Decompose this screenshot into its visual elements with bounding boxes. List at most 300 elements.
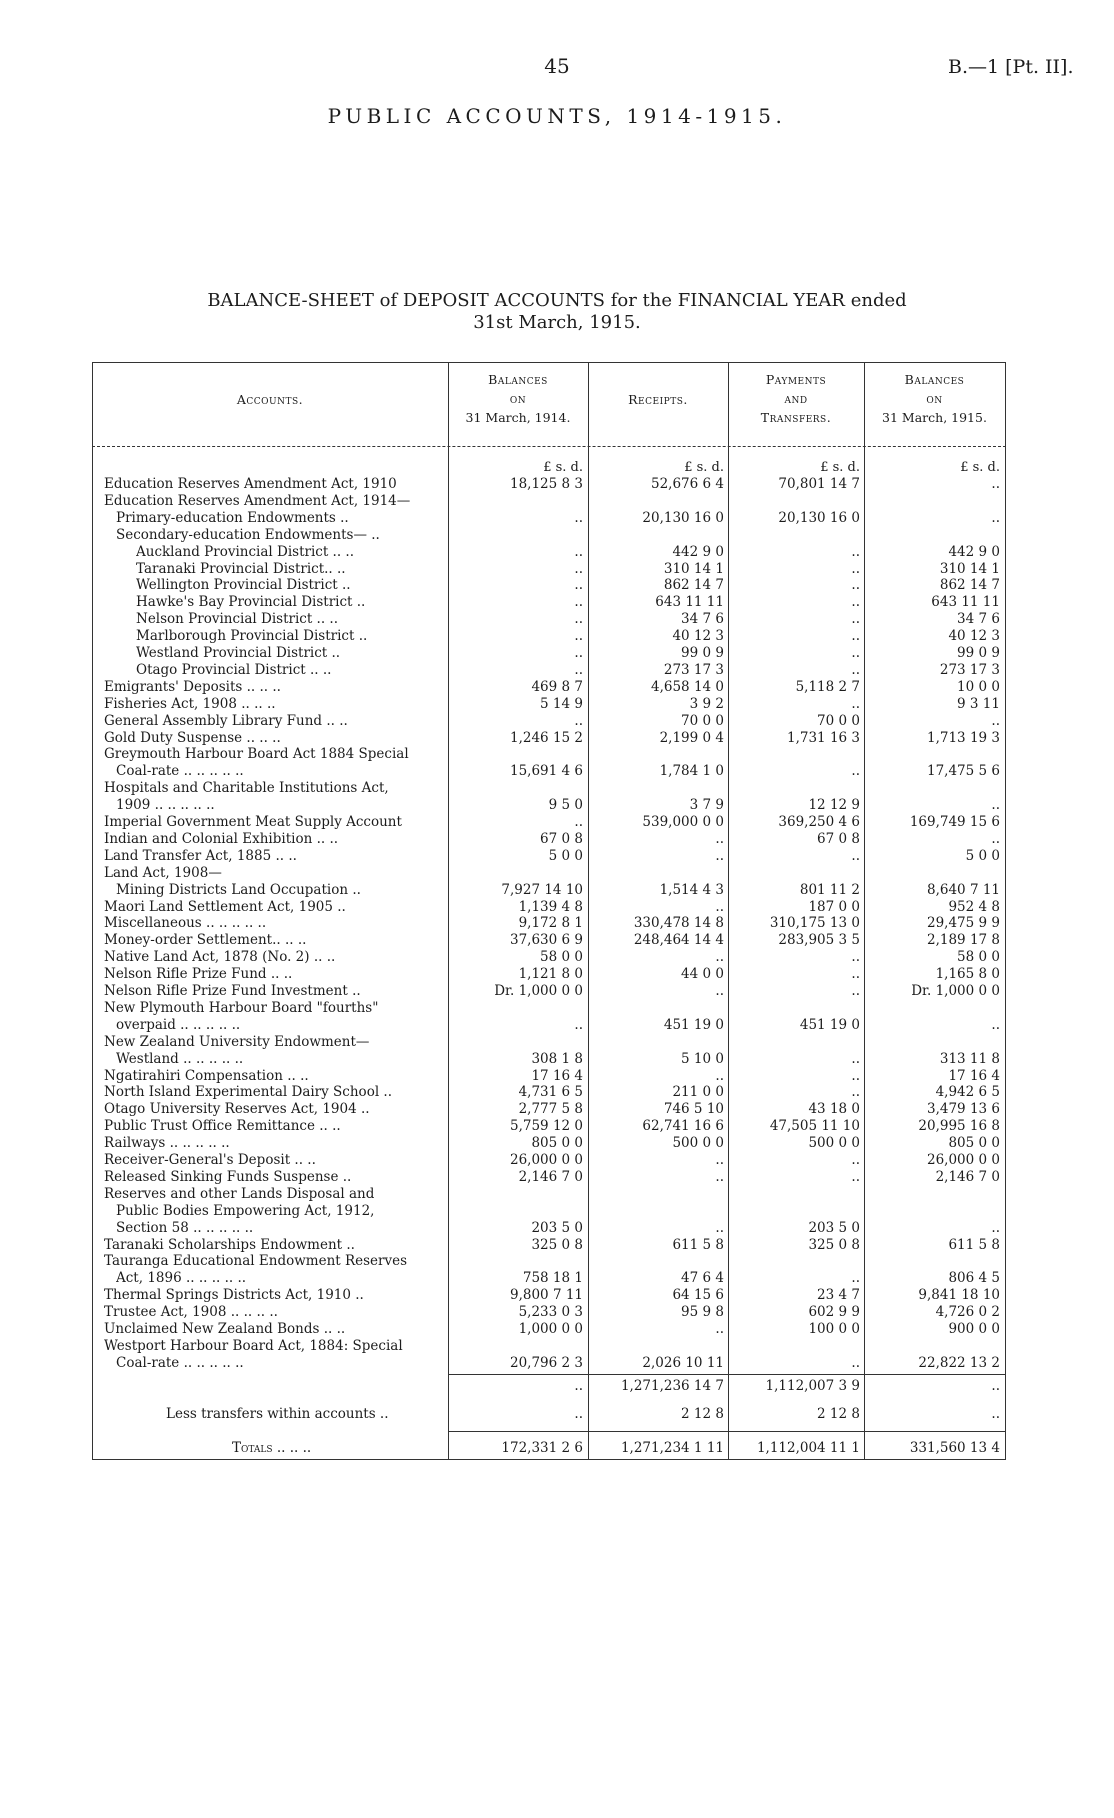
table-row [0, 797, 1114, 813]
payments-cell: .. [851, 949, 860, 966]
account-label: Nelson Rifle Prize Fund Investment .. [104, 983, 361, 999]
closing-balance-cell: 26,000 0 0 [927, 1152, 1000, 1168]
receipts-cell: 95 9 8 [681, 1304, 724, 1321]
closing-balance-cell: 2,146 7 0 [935, 1168, 1000, 1185]
opening-balance-cell: 2,777 5 8 [518, 1101, 583, 1118]
closing-balance-cell: 2,189 17 8 [927, 932, 1000, 949]
opening-balance-cell: 758 18 1 [522, 1270, 583, 1287]
closing-balance-cell: 313 11 8 [939, 1050, 1000, 1067]
receipts-cell: 2,199 0 4 [659, 729, 724, 746]
table-row [0, 1203, 1114, 1219]
closing-balance-cell: 1,165 8 0 [935, 966, 1000, 983]
payments-cell: .. [851, 560, 860, 577]
opening-balance-cell: 203 5 0 [531, 1219, 583, 1236]
opening-balance-cell: .. [574, 577, 583, 594]
account-label: Otago University Reserves Act, 1904 .. [104, 1101, 370, 1118]
account-label: Westport Harbour Board Act, 1884: Special [104, 1337, 403, 1354]
account-label: Emigrants' Deposits .. .. .. [104, 678, 281, 695]
account-label: Hawke's Bay Provincial District .. [136, 594, 366, 611]
opening-balance-cell: 37,630 6 9 [510, 932, 583, 949]
table-row [0, 662, 1114, 678]
payments-cell: 451 19 0 [799, 1016, 860, 1033]
page-number: 45 [544, 54, 570, 78]
table-row [0, 1017, 1114, 1033]
payments-cell: 70 0 0 [817, 712, 860, 729]
receipts-cell: .. [715, 1152, 724, 1168]
account-label: Reserves and other Lands Disposal and [104, 1185, 375, 1202]
opening-balance-cell: 805 0 0 [531, 1135, 583, 1152]
account-label: Education Reserves Amendment Act, 1910 [104, 476, 397, 492]
closing-balance-cell: 9,841 18 10 [918, 1287, 1000, 1304]
closing-header-line3: 31 March, 1915. [882, 410, 987, 425]
opening-balance-cell: 9,800 7 11 [510, 1287, 583, 1304]
account-label: Ngatirahiri Compensation .. .. [104, 1067, 309, 1084]
table-row [0, 713, 1114, 729]
opening-balance-cell: 15,691 4 6 [510, 763, 583, 780]
payments-cell: .. [851, 983, 860, 999]
payments-cell: 47,505 11 10 [769, 1118, 860, 1135]
account-label: Public Trust Office Remittance .. .. [104, 1118, 341, 1135]
receipts-units: £ s. d. [684, 460, 724, 475]
account-label: Land Act, 1908— [104, 864, 222, 881]
closing-header-line2: on [926, 391, 943, 406]
payments-header-line2: and [784, 391, 808, 406]
closing-balance-cell: 1,713 19 3 [927, 729, 1000, 746]
closing-balance-cell: 611 5 8 [948, 1236, 1000, 1253]
payments-cell: 187 0 0 [808, 898, 860, 915]
opening-balance-cell: .. [574, 645, 583, 661]
receipts-cell: 40 12 3 [672, 628, 724, 645]
closing-balance-cell: 806 4 5 [948, 1270, 1000, 1287]
payments-cell: .. [851, 1084, 860, 1101]
opening-balance-cell: Dr. 1,000 0 0 [494, 983, 583, 999]
receipts-cell: 47 6 4 [681, 1270, 724, 1287]
payments-header-line3: Transfers. [760, 410, 832, 425]
payments-cell: .. [851, 594, 860, 611]
payments-cell: 369,250 4 6 [778, 814, 860, 830]
receipts-cell: .. [715, 1067, 724, 1084]
account-label: Money-order Settlement.. .. .. [104, 932, 307, 949]
closing-balance-cell: 169,749 15 6 [909, 814, 1000, 830]
payments-cell: 310,175 13 0 [769, 915, 860, 932]
opening-balance-cell: 7,927 14 10 [501, 881, 583, 898]
transfers-closing: .. [991, 1406, 1000, 1422]
table-row [0, 949, 1114, 965]
closing-units: £ s. d. [960, 460, 1000, 475]
transfers-label: Less transfers within accounts .. [166, 1406, 389, 1422]
table-row [0, 746, 1114, 762]
account-label: 1909 .. .. .. .. .. [116, 797, 215, 814]
table-row [0, 1287, 1114, 1303]
payments-cell: 5,118 2 7 [795, 678, 860, 695]
table-row [0, 1051, 1114, 1067]
closing-balance-cell: 8,640 7 11 [927, 881, 1000, 898]
transfers-receipts: 2 12 8 [681, 1406, 724, 1422]
table-row [0, 1101, 1114, 1117]
account-label: Land Transfer Act, 1885 .. .. [104, 847, 297, 864]
table-row [0, 1186, 1114, 1202]
table-row [0, 763, 1114, 779]
closing-balance-cell: .. [991, 1219, 1000, 1236]
account-label: Trustee Act, 1908 .. .. .. .. [104, 1304, 278, 1321]
opening-balance-cell: 9 5 0 [548, 797, 583, 814]
closing-balance-cell: 99 0 9 [957, 645, 1000, 661]
opening-balance-cell: 5,759 12 0 [510, 1118, 583, 1135]
opening-header-line1: Balances [488, 372, 548, 387]
opening-balance-cell: 5,233 0 3 [518, 1304, 583, 1321]
subtotal-receipts: 1,271,236 14 7 [620, 1378, 724, 1394]
table-row [0, 628, 1114, 644]
opening-balance-cell: .. [574, 611, 583, 628]
table-row [0, 1338, 1114, 1354]
receipts-cell: 62,741 16 6 [642, 1118, 724, 1135]
account-label: Wellington Provincial District .. [136, 577, 351, 594]
receipts-header-text: Receipts. [628, 392, 688, 407]
closing-balance-cell: .. [991, 797, 1000, 814]
opening-balance-cell: 4,731 6 5 [518, 1084, 583, 1101]
table-row [0, 932, 1114, 948]
receipts-cell: 539,000 0 0 [642, 814, 724, 830]
opening-balance-cell: 1,000 0 0 [518, 1321, 583, 1337]
accounts-column-header-text: Accounts. [236, 392, 304, 407]
payments-cell: .. [851, 1354, 860, 1371]
receipts-cell: 2,026 10 11 [642, 1354, 724, 1371]
table-row [0, 1000, 1114, 1016]
receipts-cell: 451 19 0 [663, 1016, 724, 1033]
opening-balance-cell: .. [574, 509, 583, 526]
closing-balance-cell: 20,995 16 8 [918, 1118, 1000, 1135]
receipts-cell: 310 14 1 [663, 560, 724, 577]
closing-balance-cell: .. [991, 830, 1000, 847]
table-row [0, 527, 1114, 543]
table-row [0, 679, 1114, 695]
receipts-cell: 1,514 4 3 [659, 881, 724, 898]
receipts-cell: 611 5 8 [672, 1236, 724, 1253]
table-row [0, 1152, 1114, 1168]
closing-balance-cell: 58 0 0 [957, 949, 1000, 966]
payments-cell: .. [851, 695, 860, 712]
opening-balance-cell: 18,125 8 3 [510, 476, 583, 492]
closing-balance-cell: 22,822 13 2 [918, 1354, 1000, 1371]
payments-cell: .. [851, 847, 860, 864]
closing-balance-cell: 643 11 11 [931, 594, 1000, 611]
table-row [0, 1220, 1114, 1236]
account-label: Primary-education Endowments .. [116, 509, 349, 526]
payments-cell: .. [851, 1050, 860, 1067]
receipts-cell: 3 7 9 [689, 797, 724, 814]
subtotal-opening: .. [574, 1378, 583, 1394]
table-row [0, 915, 1114, 931]
table-row [0, 966, 1114, 982]
payments-cell: .. [851, 1152, 860, 1168]
opening-balance-cell: .. [574, 1016, 583, 1033]
closing-balance-cell: .. [991, 1016, 1000, 1033]
closing-balance-cell: 5 0 0 [965, 847, 1000, 864]
closing-balance-cell: 862 14 7 [939, 577, 1000, 594]
opening-balance-cell: .. [574, 628, 583, 645]
receipts-cell: .. [715, 1219, 724, 1236]
payments-cell: .. [851, 577, 860, 594]
receipts-cell: .. [715, 1168, 724, 1185]
opening-balance-cell: 67 0 8 [540, 830, 583, 847]
account-label: overpaid .. .. .. .. .. [116, 1016, 241, 1033]
table-row [0, 848, 1114, 864]
receipts-cell: .. [715, 983, 724, 999]
closing-balance-cell: 4,726 0 2 [935, 1304, 1000, 1321]
receipts-cell: 442 9 0 [672, 543, 724, 560]
payments-cell: 70,801 14 7 [778, 476, 860, 492]
account-label: Taranaki Scholarships Endowment .. [104, 1236, 355, 1253]
table-row [0, 561, 1114, 577]
payments-cell: .. [851, 763, 860, 780]
table-row [0, 983, 1114, 999]
transfers-row [0, 1406, 1114, 1422]
closing-balance-cell: 952 4 8 [948, 898, 1000, 915]
receipts-cell: .. [715, 847, 724, 864]
account-label: Greymouth Harbour Board Act 1884 Special [104, 746, 409, 763]
receipts-cell: 64 15 6 [672, 1287, 724, 1304]
receipts-cell: 4,658 14 0 [651, 678, 724, 695]
opening-balance-cell: 9,172 8 1 [518, 915, 583, 932]
payments-cell: 325 0 8 [808, 1236, 860, 1253]
receipts-cell: 211 0 0 [672, 1084, 724, 1101]
totals-payments: 1,112,004 11 1 [756, 1440, 860, 1456]
totals-opening: 172,331 2 6 [501, 1440, 583, 1456]
closing-balance-cell: 9 3 11 [957, 695, 1000, 712]
account-label: Unclaimed New Zealand Bonds .. .. [104, 1321, 346, 1337]
opening-balance-cell: 20,796 2 3 [510, 1354, 583, 1371]
account-label: Released Sinking Funds Suspense .. [104, 1168, 352, 1185]
table-row [0, 1304, 1114, 1320]
transfers-payments: 2 12 8 [817, 1406, 860, 1422]
account-label: Marlborough Provincial District .. [136, 628, 368, 645]
closing-balance-cell: .. [991, 509, 1000, 526]
opening-balance-cell: 5 14 9 [540, 695, 583, 712]
payments-cell: .. [851, 1270, 860, 1287]
payments-cell: .. [851, 1067, 860, 1084]
closing-balance-cell: 442 9 0 [948, 543, 1000, 560]
payments-cell: .. [851, 543, 860, 560]
account-label: Native Land Act, 1878 (No. 2) .. .. [104, 949, 336, 966]
payments-cell: .. [851, 628, 860, 645]
account-label: Imperial Government Meat Supply Account [104, 814, 402, 830]
opening-balance-cell: .. [574, 661, 583, 678]
opening-balance-cell: 17 16 4 [531, 1067, 583, 1084]
payments-cell: .. [851, 966, 860, 983]
account-label: Thermal Springs Districts Act, 1910 .. [104, 1287, 364, 1304]
account-label: Westland .. .. .. .. .. [116, 1050, 244, 1067]
payments-cell: 283,905 3 5 [778, 932, 860, 949]
table-row [0, 1321, 1114, 1337]
page-reference: B.—1 [Pt. II]. [948, 56, 1074, 78]
account-label: Receiver-General's Deposit .. .. [104, 1152, 316, 1168]
payments-units: £ s. d. [820, 460, 860, 475]
receipts-cell: 3 9 2 [689, 695, 724, 712]
payments-cell: 43 18 0 [808, 1101, 860, 1118]
payments-cell: 20,130 16 0 [778, 509, 860, 526]
receipts-cell: 746 5 10 [663, 1101, 724, 1118]
table-row [0, 1355, 1114, 1371]
subtotal-closing: .. [991, 1378, 1000, 1394]
opening-balance-cell: 308 1 8 [531, 1050, 583, 1067]
opening-balance-cell: 1,246 15 2 [510, 729, 583, 746]
opening-balance-cell: 5 0 0 [548, 847, 583, 864]
table-row [0, 899, 1114, 915]
account-label: Nelson Rifle Prize Fund .. .. [104, 966, 293, 983]
account-label: Otago Provincial District .. .. [136, 661, 332, 678]
account-label: Hospitals and Charitable Institutions Act, [104, 780, 389, 797]
closing-balance-cell: 40 12 3 [948, 628, 1000, 645]
table-row [0, 1034, 1114, 1050]
account-label: Railways .. .. .. .. .. [104, 1135, 230, 1152]
table-row [0, 1084, 1114, 1100]
payments-cell: 1,731 16 3 [787, 729, 860, 746]
payments-cell: .. [851, 1168, 860, 1185]
payments-cell: 801 11 2 [799, 881, 860, 898]
account-label: North Island Experimental Dairy School .. [104, 1084, 393, 1101]
table-row [0, 696, 1114, 712]
table-row [0, 1237, 1114, 1253]
payments-cell: 23 4 7 [817, 1287, 860, 1304]
table-row [0, 814, 1114, 830]
closing-balance-cell: .. [991, 712, 1000, 729]
account-label: Miscellaneous .. .. .. .. .. [104, 915, 267, 932]
account-label: General Assembly Library Fund .. .. [104, 712, 348, 729]
opening-balance-cell: 26,000 0 0 [510, 1152, 583, 1168]
account-label: Taranaki Provincial District.. .. [136, 560, 346, 577]
receipts-cell: 70 0 0 [681, 712, 724, 729]
payments-cell: .. [851, 661, 860, 678]
closing-balance-cell: 10 0 0 [957, 678, 1000, 695]
receipts-cell: .. [715, 949, 724, 966]
receipts-cell: 99 0 9 [681, 645, 724, 661]
table-row [0, 730, 1114, 746]
table-row [0, 1135, 1114, 1151]
table-row [0, 645, 1114, 661]
closing-balance-cell: 17 16 4 [948, 1067, 1000, 1084]
opening-balance-cell: 58 0 0 [540, 949, 583, 966]
closing-balance-cell: 29,475 9 9 [927, 915, 1000, 932]
receipts-cell: 5 10 0 [681, 1050, 724, 1067]
receipts-cell: 862 14 7 [663, 577, 724, 594]
totals-row [0, 1440, 1114, 1456]
account-label: Westland Provincial District .. [136, 645, 341, 661]
account-label: Secondary-education Endowments— .. [116, 526, 380, 543]
payments-cell: 67 0 8 [817, 830, 860, 847]
table-row [0, 594, 1114, 610]
table-row [0, 611, 1114, 627]
receipts-cell: 643 11 11 [655, 594, 724, 611]
payments-cell: 203 5 0 [808, 1219, 860, 1236]
receipts-cell: 1,784 1 0 [659, 763, 724, 780]
receipts-cell: .. [715, 898, 724, 915]
opening-balance-cell: 325 0 8 [531, 1236, 583, 1253]
account-label: Tauranga Educational Endowment Reserves [104, 1253, 408, 1270]
receipts-cell: 500 0 0 [672, 1135, 724, 1152]
closing-balance-cell: 805 0 0 [948, 1135, 1000, 1152]
table-row [0, 1253, 1114, 1269]
account-label: Coal-rate .. .. .. .. .. [116, 1354, 244, 1371]
opening-balance-cell: .. [574, 543, 583, 560]
table-row [0, 1270, 1114, 1286]
table-row [0, 1169, 1114, 1185]
table-row [0, 577, 1114, 593]
balance-sheet-title-line1: BALANCE-SHEET of DEPOSIT ACCOUNTS for the FINANCIAL YEAR ended [207, 290, 907, 311]
payments-cell: 602 9 9 [808, 1304, 860, 1321]
receipts-cell: .. [715, 830, 724, 847]
receipts-cell: .. [715, 1321, 724, 1337]
table-row [0, 780, 1114, 796]
opening-balance-cell: 2,146 7 0 [518, 1168, 583, 1185]
payments-cell: 500 0 0 [808, 1135, 860, 1152]
account-label: New Zealand University Endowment— [104, 1033, 370, 1050]
payments-cell: 12 12 9 [808, 797, 860, 814]
table-row [0, 493, 1114, 509]
account-label: New Plymouth Harbour Board "fourths" [104, 999, 379, 1016]
table-row [0, 1068, 1114, 1084]
table-row [0, 831, 1114, 847]
closing-balance-cell: 17,475 5 6 [927, 763, 1000, 780]
totals-label: Totals .. .. .. [232, 1440, 312, 1456]
receipts-cell: 330,478 14 8 [633, 915, 724, 932]
subtotal-payments: 1,112,007 3 9 [765, 1378, 860, 1394]
receipts-cell: 34 7 6 [681, 611, 724, 628]
receipts-cell: 44 0 0 [681, 966, 724, 983]
closing-balance-cell: 900 0 0 [948, 1321, 1000, 1337]
opening-balance-cell: .. [574, 814, 583, 830]
subtotal-row [0, 1378, 1114, 1394]
receipts-cell: 248,464 14 4 [633, 932, 724, 949]
table-row [0, 544, 1114, 560]
opening-balance-cell: 1,139 4 8 [518, 898, 583, 915]
table-row [0, 865, 1114, 881]
opening-units: £ s. d. [543, 460, 583, 475]
account-label: Fisheries Act, 1908 .. .. .. [104, 695, 276, 712]
closing-balance-cell: 273 17 3 [939, 661, 1000, 678]
table-row [0, 510, 1114, 526]
account-label: Education Reserves Amendment Act, 1914— [104, 492, 411, 509]
payments-cell: .. [851, 645, 860, 661]
closing-balance-cell: Dr. 1,000 0 0 [911, 983, 1000, 999]
table-row [0, 882, 1114, 898]
account-label: Nelson Provincial District .. .. [136, 611, 338, 628]
balance-sheet-title-line2: 31st March, 1915. [473, 312, 641, 333]
closing-balance-cell: .. [991, 476, 1000, 492]
account-label: Mining Districts Land Occupation .. [116, 881, 361, 898]
account-label: Auckland Provincial District .. .. [136, 543, 355, 560]
transfers-opening: .. [574, 1406, 583, 1422]
opening-header-line2: on [509, 391, 527, 406]
account-label: Maori Land Settlement Act, 1905 .. [104, 898, 346, 915]
account-label: Section 58 .. .. .. .. .. [116, 1219, 254, 1236]
receipts-cell: 52,676 6 4 [651, 476, 724, 492]
opening-balance-cell: .. [574, 594, 583, 611]
opening-balance-cell: 469 8 7 [531, 678, 583, 695]
opening-header-line3: 31 March, 1914. [465, 410, 571, 425]
table-row [0, 476, 1114, 492]
totals-closing: 331,560 13 4 [909, 1440, 1000, 1456]
receipts-cell: 20,130 16 0 [642, 509, 724, 526]
account-label: Public Bodies Empowering Act, 1912, [116, 1202, 375, 1219]
totals-receipts: 1,271,234 1 11 [620, 1440, 724, 1456]
closing-balance-cell: 3,479 13 6 [927, 1101, 1000, 1118]
page-title: PUBLIC ACCOUNTS, 1914-1915. [327, 104, 787, 128]
account-label: Act, 1896 .. .. .. .. .. [116, 1270, 247, 1287]
closing-header-line1: Balances [904, 372, 965, 387]
payments-cell: .. [851, 611, 860, 628]
closing-balance-cell: 4,942 6 5 [935, 1084, 1000, 1101]
opening-balance-cell: 1,121 8 0 [518, 966, 583, 983]
